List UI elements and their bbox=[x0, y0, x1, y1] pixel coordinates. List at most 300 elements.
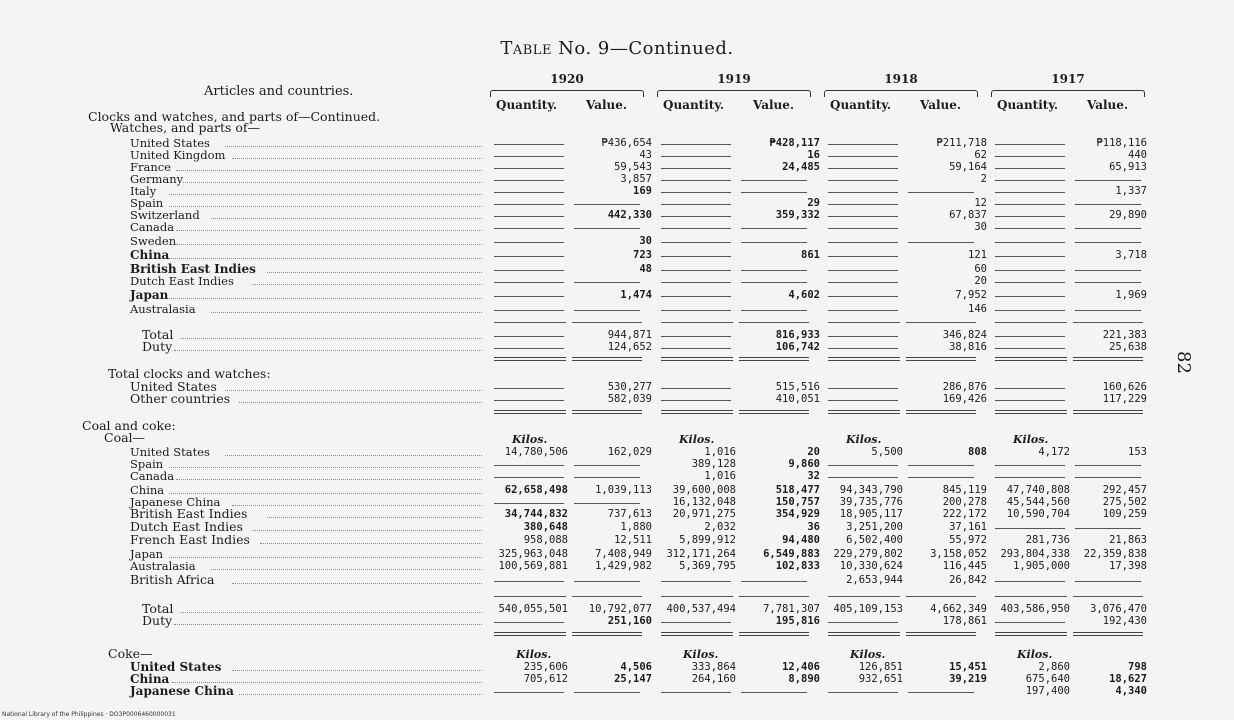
value-cell: 48 bbox=[639, 263, 652, 275]
empty-cell-dash bbox=[1075, 581, 1141, 582]
empty-cell-dash bbox=[494, 581, 564, 582]
empty-cell-dash bbox=[741, 228, 807, 229]
quantity-cell: 14,780,506 bbox=[504, 446, 568, 458]
empty-cell-dash bbox=[1075, 528, 1141, 529]
empty-cell-dash bbox=[1075, 204, 1141, 205]
value-cell: 737,613 bbox=[607, 508, 652, 520]
total-value-cell: 38,816 bbox=[949, 341, 987, 353]
value-cell: 1,429,982 bbox=[595, 560, 652, 572]
value-cell: 153 bbox=[1128, 446, 1147, 458]
empty-cell-dash bbox=[494, 296, 564, 297]
empty-cell-dash bbox=[494, 400, 564, 401]
section-label-total-clocks: Total clocks and watches: bbox=[108, 366, 271, 381]
value-cell: 3,158,052 bbox=[930, 548, 987, 560]
empty-cell-dash bbox=[1075, 270, 1141, 271]
value-cell: 3,857 bbox=[620, 173, 652, 185]
empty-cell-dash bbox=[828, 465, 898, 466]
value-cell: 440 bbox=[1128, 149, 1147, 161]
total-rule bbox=[739, 322, 809, 323]
value-cell: 18,627 bbox=[1109, 673, 1147, 685]
quantity-cell: 380,648 bbox=[523, 521, 568, 533]
value-cell: ₱428,117 bbox=[769, 137, 820, 149]
value-cell: 515,516 bbox=[775, 381, 820, 393]
empty-cell-dash bbox=[828, 388, 898, 389]
quantity-cell: 5,899,912 bbox=[679, 534, 736, 546]
empty-cell-dash bbox=[995, 296, 1065, 297]
articles-column-header: Articles and countries. bbox=[204, 84, 354, 99]
value-cell: 102,833 bbox=[775, 560, 820, 572]
row-label: United States bbox=[130, 379, 217, 394]
row-label: Dutch East Indies bbox=[130, 274, 234, 288]
empty-cell-dash bbox=[995, 228, 1065, 229]
empty-cell-dash bbox=[995, 204, 1065, 205]
empty-cell-dash bbox=[1075, 465, 1141, 466]
value-cell: 200,278 bbox=[942, 496, 987, 508]
value-cell: 60 bbox=[974, 263, 987, 275]
quantity-cell: 197,400 bbox=[1025, 685, 1070, 697]
empty-cell-dash bbox=[828, 348, 898, 349]
total-quantity-cell: 405,109,153 bbox=[833, 603, 903, 615]
quantity-cell: 5,500 bbox=[871, 446, 903, 458]
quantity-cell: 18,905,117 bbox=[839, 508, 903, 520]
leader-dots bbox=[267, 517, 482, 518]
value-cell: 162,029 bbox=[607, 446, 652, 458]
value-cell: 4,506 bbox=[620, 661, 652, 673]
value-cell: 37,161 bbox=[949, 521, 987, 533]
value-cell: 20 bbox=[974, 275, 987, 287]
total-double-rule bbox=[828, 632, 900, 636]
table-title: Table No. 9—Continued. bbox=[500, 38, 734, 59]
leader-dots bbox=[225, 390, 482, 391]
empty-cell-dash bbox=[828, 622, 898, 623]
quantity-cell: 94,343,790 bbox=[839, 484, 903, 496]
quantity-cell: 3,251,200 bbox=[846, 521, 903, 533]
value-cell: 12 bbox=[974, 197, 987, 209]
quantity-cell: 6,502,400 bbox=[846, 534, 903, 546]
total-value-cell: 124,652 bbox=[607, 341, 652, 353]
value-cell: 1,969 bbox=[1115, 289, 1147, 301]
empty-cell-dash bbox=[494, 270, 564, 271]
quantity-cell: 705,612 bbox=[523, 673, 568, 685]
empty-cell-dash bbox=[995, 144, 1065, 145]
empty-cell-dash bbox=[995, 180, 1065, 181]
total-rule bbox=[1073, 322, 1143, 323]
quantity-cell: 5,369,795 bbox=[679, 560, 736, 572]
row-label: Australasia bbox=[130, 302, 196, 316]
empty-cell-dash bbox=[828, 296, 898, 297]
kilos-unit-label: Kilos. bbox=[846, 433, 882, 446]
quantity-cell: 100,569,881 bbox=[498, 560, 568, 572]
empty-cell-dash bbox=[995, 465, 1065, 466]
empty-cell-dash bbox=[741, 192, 807, 193]
leader-dots bbox=[232, 505, 482, 506]
value-column-header: Value. bbox=[753, 98, 795, 112]
total-quantity-cell: 540,055,501 bbox=[498, 603, 568, 615]
quantity-cell: 325,963,048 bbox=[498, 548, 568, 560]
value-cell: 59,164 bbox=[949, 161, 987, 173]
empty-cell-dash bbox=[494, 336, 564, 337]
total-rule bbox=[661, 596, 733, 597]
row-label: Germany bbox=[130, 172, 184, 186]
row-label: United States bbox=[130, 660, 222, 674]
quantity-cell: 39,600,008 bbox=[672, 484, 736, 496]
leader-dots bbox=[239, 402, 482, 403]
empty-cell-dash bbox=[828, 168, 898, 169]
empty-cell-dash bbox=[494, 282, 564, 283]
empty-cell-dash bbox=[494, 228, 564, 229]
row-label: Japan bbox=[130, 547, 164, 561]
empty-cell-dash bbox=[741, 581, 807, 582]
quantity-cell: 229,279,802 bbox=[833, 548, 903, 560]
empty-cell-dash bbox=[574, 204, 640, 205]
empty-cell-dash bbox=[1075, 310, 1141, 311]
value-cell: 36 bbox=[807, 521, 820, 533]
leader-dots bbox=[174, 624, 482, 625]
value-cell: 67,837 bbox=[949, 209, 987, 221]
leader-dots bbox=[169, 467, 482, 468]
empty-cell-dash bbox=[828, 180, 898, 181]
value-cell: 25,147 bbox=[614, 673, 652, 685]
empty-cell-dash bbox=[661, 228, 731, 229]
value-cell: 109,259 bbox=[1102, 508, 1147, 520]
quantity-cell: 293,804,338 bbox=[1000, 548, 1070, 560]
value-cell: 146 bbox=[968, 303, 987, 315]
row-label: British East Indies bbox=[130, 262, 256, 276]
total-rule bbox=[906, 322, 976, 323]
total-double-rule bbox=[494, 357, 566, 361]
total-double-rule bbox=[1073, 410, 1143, 414]
value-cell: 1,039,113 bbox=[595, 484, 652, 496]
empty-cell-dash bbox=[995, 581, 1065, 582]
empty-cell-dash bbox=[1075, 242, 1141, 243]
empty-cell-dash bbox=[661, 242, 731, 243]
quantity-cell: 4,172 bbox=[1038, 446, 1070, 458]
value-cell: 39,219 bbox=[949, 673, 987, 685]
quantity-cell: 1,905,000 bbox=[1013, 560, 1070, 572]
leader-dots bbox=[225, 146, 482, 147]
page-number: 82 bbox=[1172, 351, 1194, 374]
quantity-cell: 16,132,048 bbox=[672, 496, 736, 508]
total-double-rule bbox=[572, 357, 642, 361]
total-double-rule bbox=[906, 410, 976, 414]
empty-cell-dash bbox=[661, 192, 731, 193]
total-double-rule bbox=[572, 632, 642, 636]
total-double-rule bbox=[661, 632, 733, 636]
empty-cell-dash bbox=[661, 622, 731, 623]
leader-dots bbox=[176, 170, 482, 171]
value-cell: 117,229 bbox=[1102, 393, 1147, 405]
leader-dots bbox=[211, 218, 482, 219]
total-rule bbox=[572, 596, 642, 597]
total-double-rule bbox=[661, 357, 733, 361]
total-value-cell: 195,816 bbox=[775, 615, 820, 627]
leader-dots bbox=[169, 557, 482, 558]
row-label: Canada bbox=[130, 220, 175, 234]
empty-cell-dash bbox=[661, 204, 731, 205]
empty-cell-dash bbox=[995, 400, 1065, 401]
value-cell: 354,929 bbox=[775, 508, 820, 520]
empty-cell-dash bbox=[828, 156, 898, 157]
quantity-cell: 1,016 bbox=[704, 470, 736, 482]
empty-cell-dash bbox=[494, 180, 564, 181]
total-double-rule bbox=[494, 410, 566, 414]
empty-cell-dash bbox=[661, 256, 731, 257]
value-cell: 4,602 bbox=[788, 289, 820, 301]
empty-cell-dash bbox=[661, 348, 731, 349]
empty-cell-dash bbox=[494, 310, 564, 311]
total-label: Total bbox=[142, 601, 174, 616]
value-cell: 8,890 bbox=[788, 673, 820, 685]
row-label: China bbox=[130, 672, 170, 686]
empty-cell-dash bbox=[661, 144, 731, 145]
value-cell: 16 bbox=[807, 149, 820, 161]
quantity-column-header: Quantity. bbox=[997, 98, 1059, 112]
value-cell: 22,359,838 bbox=[1083, 548, 1147, 560]
total-double-rule bbox=[572, 410, 642, 414]
empty-cell-dash bbox=[828, 256, 898, 257]
row-label: Other countries bbox=[130, 391, 231, 406]
quantity-cell: 10,590,704 bbox=[1006, 508, 1070, 520]
empty-cell-dash bbox=[574, 282, 640, 283]
empty-cell-dash bbox=[1075, 228, 1141, 229]
value-cell: 808 bbox=[968, 446, 987, 458]
empty-cell-dash bbox=[995, 270, 1065, 271]
year-header-1917: 1917 bbox=[1051, 72, 1085, 86]
quantity-cell: 264,160 bbox=[691, 673, 736, 685]
leader-dots bbox=[169, 493, 482, 494]
empty-cell-dash bbox=[828, 216, 898, 217]
empty-cell-dash bbox=[741, 270, 807, 271]
empty-cell-dash bbox=[828, 204, 898, 205]
value-cell: 160,626 bbox=[1102, 381, 1147, 393]
value-cell: 798 bbox=[1128, 661, 1147, 673]
empty-cell-dash bbox=[828, 228, 898, 229]
empty-cell-dash bbox=[494, 256, 564, 257]
row-label: British East Indies bbox=[130, 506, 248, 521]
empty-cell-dash bbox=[494, 216, 564, 217]
value-cell: 169,426 bbox=[942, 393, 987, 405]
total-double-rule bbox=[1073, 632, 1143, 636]
value-cell: 530,277 bbox=[607, 381, 652, 393]
empty-cell-dash bbox=[494, 388, 564, 389]
row-label: Spain bbox=[130, 457, 164, 471]
value-cell: ₱118,116 bbox=[1096, 137, 1147, 149]
empty-cell-dash bbox=[741, 692, 807, 693]
total-double-rule bbox=[828, 357, 900, 361]
total-quantity-cell: 403,586,950 bbox=[1000, 603, 1070, 615]
year-header-1918: 1918 bbox=[884, 72, 918, 86]
row-label: Japanese China bbox=[130, 684, 234, 698]
leader-dots bbox=[169, 206, 482, 207]
value-cell: 12,511 bbox=[614, 534, 652, 546]
total-double-rule bbox=[494, 632, 566, 636]
row-label: United Kingdom bbox=[130, 148, 226, 162]
value-column-header: Value. bbox=[586, 98, 628, 112]
empty-cell-dash bbox=[995, 216, 1065, 217]
value-cell: 1,474 bbox=[620, 289, 652, 301]
value-cell: ₱211,718 bbox=[936, 137, 987, 149]
quantity-cell: 34,744,832 bbox=[504, 508, 568, 520]
empty-cell-dash bbox=[661, 296, 731, 297]
value-cell: 410,051 bbox=[775, 393, 820, 405]
value-cell: 12,406 bbox=[782, 661, 820, 673]
total-label: Duty bbox=[142, 613, 173, 628]
empty-cell-dash bbox=[574, 310, 640, 311]
quantity-cell: 235,606 bbox=[523, 661, 568, 673]
value-cell: 30 bbox=[974, 221, 987, 233]
quantity-column-header: Quantity. bbox=[663, 98, 725, 112]
value-cell: 7,408,949 bbox=[595, 548, 652, 560]
quantity-cell: 45,544,560 bbox=[1006, 496, 1070, 508]
total-rule bbox=[995, 596, 1067, 597]
empty-cell-dash bbox=[995, 477, 1065, 478]
quantity-cell: 932,651 bbox=[858, 673, 903, 685]
row-label: British Africa bbox=[130, 572, 215, 587]
value-cell: 3,718 bbox=[1115, 249, 1147, 261]
value-cell: 116,445 bbox=[942, 560, 987, 572]
total-label: Total bbox=[142, 327, 174, 342]
total-value-cell: 10,792,077 bbox=[588, 603, 652, 615]
empty-cell-dash bbox=[741, 310, 807, 311]
empty-cell-dash bbox=[828, 400, 898, 401]
value-cell: 222,172 bbox=[942, 508, 987, 520]
leader-dots bbox=[232, 158, 482, 159]
leader-dots bbox=[239, 694, 482, 695]
value-cell: 1,337 bbox=[1115, 185, 1147, 197]
value-cell: 4,340 bbox=[1115, 685, 1147, 697]
total-double-rule bbox=[906, 632, 976, 636]
total-rule bbox=[1073, 596, 1143, 597]
scan-footer: National Library of the Philippines · DO3P0006460000031 bbox=[2, 711, 176, 718]
quantity-column-header: Quantity. bbox=[830, 98, 892, 112]
total-value-cell: 7,781,307 bbox=[763, 603, 820, 615]
value-cell: 723 bbox=[633, 249, 652, 261]
empty-cell-dash bbox=[995, 622, 1065, 623]
kilos-unit-label: Kilos. bbox=[1013, 433, 1049, 446]
quantity-cell: 39,735,776 bbox=[839, 496, 903, 508]
value-cell: 286,876 bbox=[942, 381, 987, 393]
total-double-rule bbox=[739, 410, 809, 414]
value-cell: 9,860 bbox=[788, 458, 820, 470]
empty-cell-dash bbox=[574, 477, 640, 478]
quantity-cell: 126,851 bbox=[858, 661, 903, 673]
year-header-1919: 1919 bbox=[717, 72, 751, 86]
empty-cell-dash bbox=[828, 477, 898, 478]
value-cell: 20 bbox=[807, 446, 820, 458]
quantity-cell: 62,658,498 bbox=[504, 484, 568, 496]
total-rule bbox=[995, 322, 1067, 323]
empty-cell-dash bbox=[741, 242, 807, 243]
value-cell: 94,480 bbox=[782, 534, 820, 546]
empty-cell-dash bbox=[995, 348, 1065, 349]
leader-dots bbox=[172, 682, 483, 683]
leader-dots bbox=[232, 583, 482, 584]
row-label: Canada bbox=[130, 469, 175, 483]
empty-cell-dash bbox=[995, 256, 1065, 257]
empty-cell-dash bbox=[661, 270, 731, 271]
total-value-cell: 346,824 bbox=[942, 329, 987, 341]
quantity-cell: 281,736 bbox=[1025, 534, 1070, 546]
row-label: Japanese China bbox=[130, 495, 221, 509]
row-label: Italy bbox=[130, 184, 157, 198]
empty-cell-dash bbox=[574, 465, 640, 466]
row-label: Switzerland bbox=[130, 208, 200, 222]
value-cell: 29 bbox=[807, 197, 820, 209]
empty-cell-dash bbox=[494, 144, 564, 145]
quantity-cell: 312,171,264 bbox=[666, 548, 736, 560]
total-value-cell: 192,430 bbox=[1102, 615, 1147, 627]
empty-cell-dash bbox=[661, 400, 731, 401]
empty-cell-dash bbox=[828, 310, 898, 311]
value-cell: 65,913 bbox=[1109, 161, 1147, 173]
leader-dots bbox=[183, 182, 482, 183]
value-cell: 845,119 bbox=[942, 484, 987, 496]
leader-dots bbox=[232, 670, 483, 671]
empty-cell-dash bbox=[995, 336, 1065, 337]
empty-cell-dash bbox=[908, 692, 974, 693]
empty-cell-dash bbox=[494, 168, 564, 169]
value-cell: 17,398 bbox=[1109, 560, 1147, 572]
section-label-coal-coke: Coal and coke: bbox=[82, 418, 176, 433]
empty-cell-dash bbox=[494, 503, 564, 504]
subsection-label-coke: Coke— bbox=[108, 646, 153, 661]
year-brace bbox=[657, 90, 811, 97]
total-value-cell: 25,638 bbox=[1109, 341, 1147, 353]
quantity-cell: 958,088 bbox=[523, 534, 568, 546]
empty-cell-dash bbox=[995, 192, 1065, 193]
row-label: United States bbox=[130, 445, 210, 459]
row-label: Japan bbox=[130, 288, 169, 302]
value-cell: 15,451 bbox=[949, 661, 987, 673]
empty-cell-dash bbox=[828, 270, 898, 271]
value-column-header: Value. bbox=[1087, 98, 1129, 112]
leader-dots bbox=[253, 530, 482, 531]
empty-cell-dash bbox=[661, 216, 731, 217]
year-brace bbox=[490, 90, 644, 97]
year-brace bbox=[824, 90, 978, 97]
empty-cell-dash bbox=[995, 168, 1065, 169]
row-label: Spain bbox=[130, 196, 164, 210]
total-double-rule bbox=[661, 410, 733, 414]
empty-cell-dash bbox=[661, 388, 731, 389]
value-cell: 24,485 bbox=[782, 161, 820, 173]
value-cell: 21,863 bbox=[1109, 534, 1147, 546]
empty-cell-dash bbox=[494, 477, 564, 478]
empty-cell-dash bbox=[828, 692, 898, 693]
quantity-cell: 20,971,275 bbox=[672, 508, 736, 520]
empty-cell-dash bbox=[741, 282, 807, 283]
empty-cell-dash bbox=[494, 348, 564, 349]
quantity-cell: 47,740,808 bbox=[1006, 484, 1070, 496]
total-value-cell: 944,871 bbox=[607, 329, 652, 341]
kilos-unit-label: Kilos. bbox=[512, 433, 548, 446]
value-cell: 518,477 bbox=[775, 484, 820, 496]
empty-cell-dash bbox=[908, 465, 974, 466]
leader-dots bbox=[176, 244, 482, 245]
total-double-rule bbox=[1073, 357, 1143, 361]
value-cell: 29,890 bbox=[1109, 209, 1147, 221]
value-cell: 582,039 bbox=[607, 393, 652, 405]
empty-cell-dash bbox=[494, 192, 564, 193]
leader-dots bbox=[169, 194, 482, 195]
empty-cell-dash bbox=[741, 180, 807, 181]
row-label: Dutch East Indies bbox=[130, 519, 243, 534]
empty-cell-dash bbox=[995, 242, 1065, 243]
total-quantity-cell: 400,537,494 bbox=[666, 603, 736, 615]
kilos-unit-label: Kilos. bbox=[683, 648, 719, 661]
section-label-clocks: Clocks and watches, and parts of—Continued. bbox=[88, 109, 381, 124]
value-cell: 6,549,883 bbox=[763, 548, 820, 560]
